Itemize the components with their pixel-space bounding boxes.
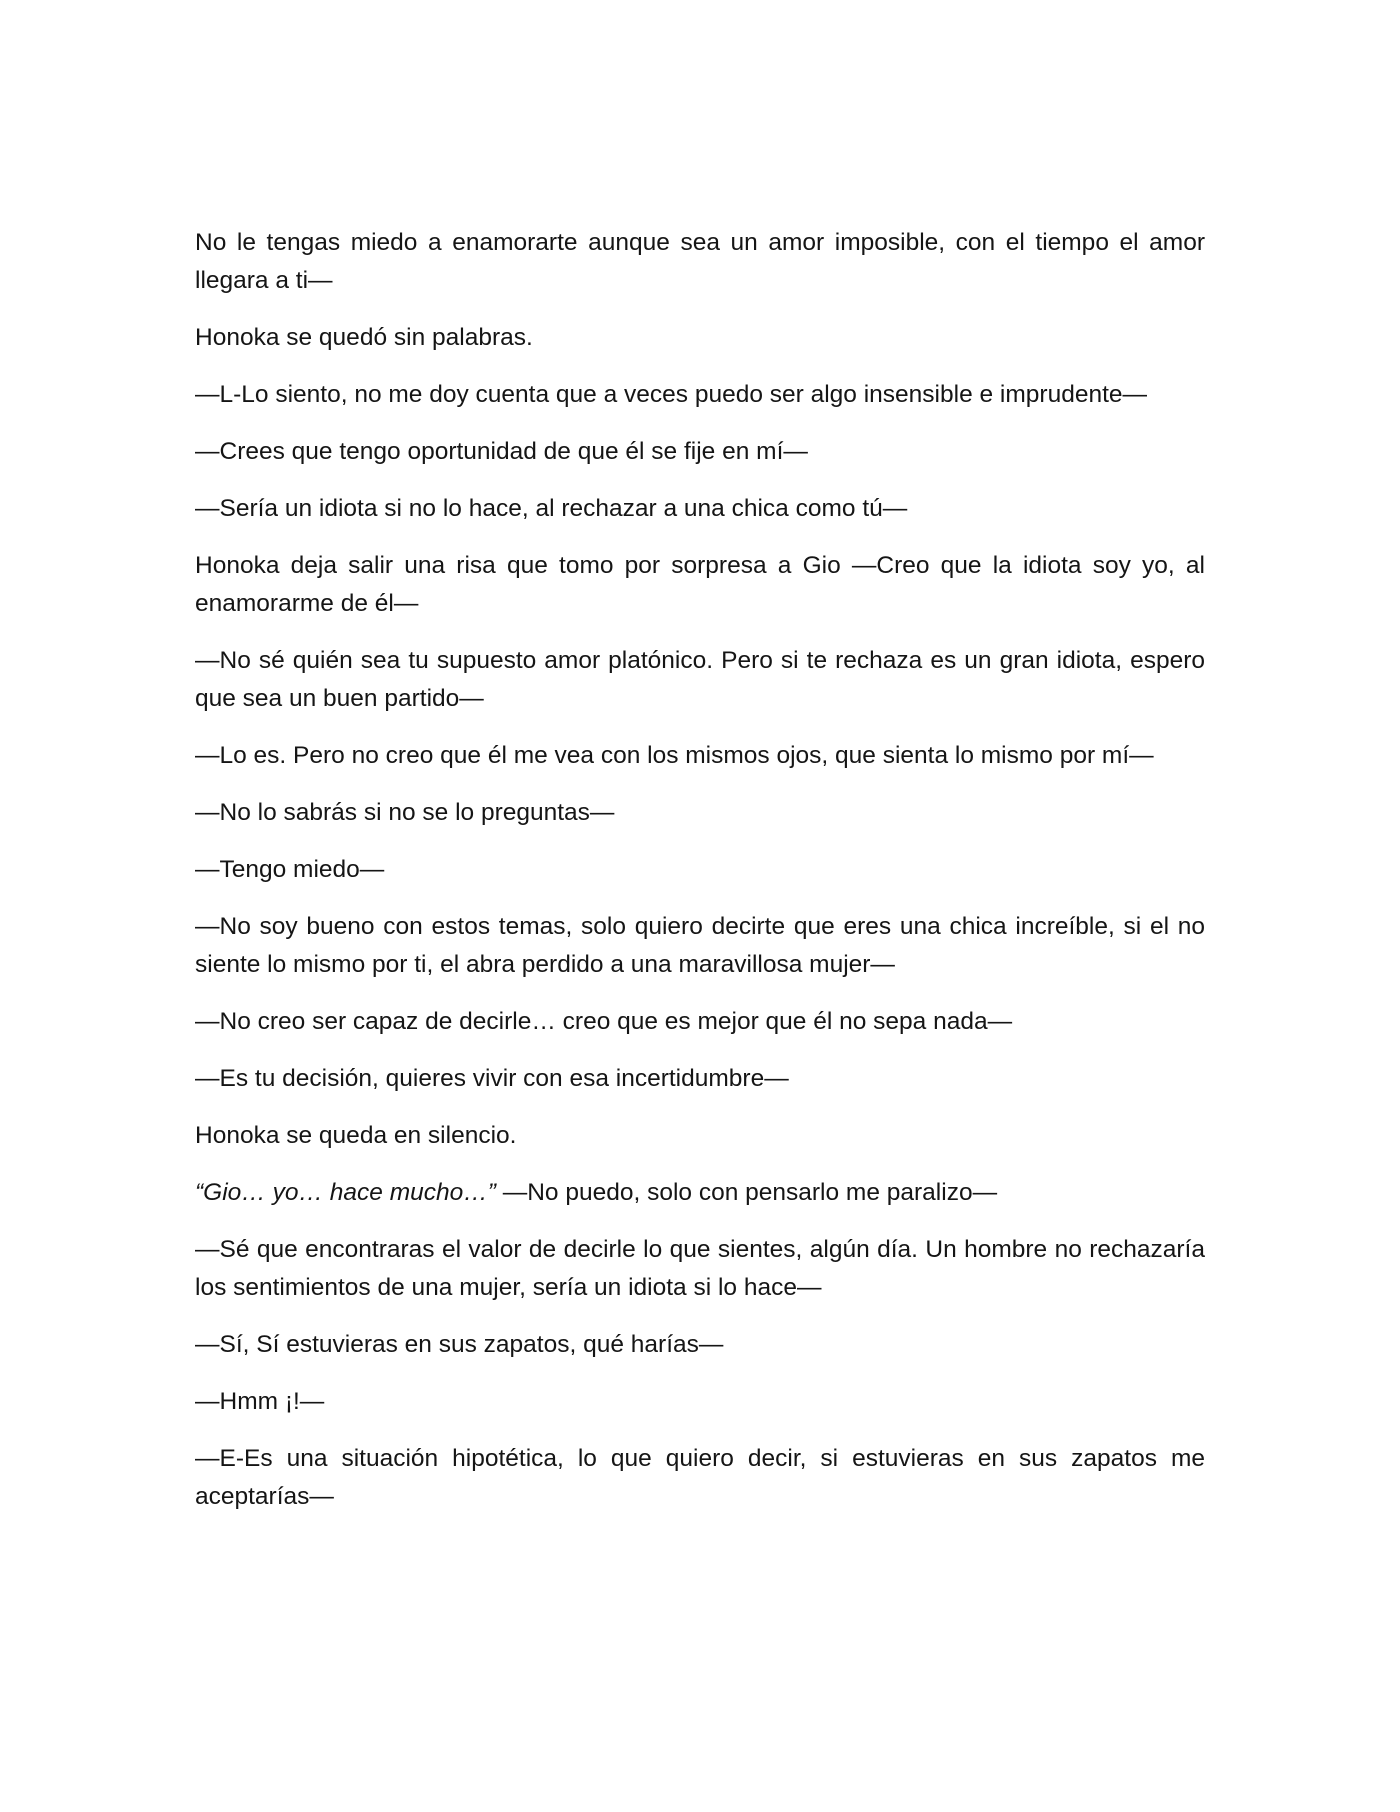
paragraph: No le tengas miedo a enamorarte aunque sea un amor imposible, con el tiempo el amor llegara a ti—	[195, 229, 1205, 294]
paragraph: —Sí, Sí estuvieras en sus zapatos, qué harías—	[195, 1331, 724, 1358]
italic-thought: “Gio… yo… hace mucho…”	[195, 1179, 496, 1206]
paragraph-text: —No puedo, solo con pensarlo me paralizo—	[495, 1179, 998, 1206]
paragraph: —E-Es una situación hipotética, lo que quiero decir, si estuvieras en sus zapatos me aceptarías—	[195, 1445, 1205, 1510]
paragraph	[195, 1174, 1205, 1212]
document-body	[195, 224, 1205, 1535]
paragraph: Honoka se queda en silencio.	[195, 1122, 517, 1149]
paragraph: —Sería un idiota si no lo hace, al rechazar a una chica como tú—	[195, 495, 908, 522]
paragraph: —Crees que tengo oportunidad de que él se fije en mí—	[195, 438, 808, 465]
paragraph: —L-Lo siento, no me doy cuenta que a veces puedo ser algo insensible e imprudente—	[195, 381, 1148, 408]
paragraph: —No soy bueno con estos temas, solo quiero decirte que eres una chica increíble, si el no siente lo mismo por ti, el abra perdido a una maravillosa mujer—	[195, 913, 1205, 978]
paragraph: Honoka deja salir una risa que tomo por sorpresa a Gio —Creo que la idiota soy yo, al enamorarme de él—	[195, 552, 1205, 617]
paragraph: Honoka se quedó sin palabras.	[195, 324, 533, 351]
paragraph: —Hmm ¡!—	[195, 1388, 325, 1415]
paragraph: —Tengo miedo—	[195, 856, 385, 883]
paragraph: —No creo ser capaz de decirle… creo que es mejor que él no sepa nada—	[195, 1008, 1013, 1035]
paragraph: —Es tu decisión, quieres vivir con esa incertidumbre—	[195, 1065, 789, 1092]
paragraph: —No sé quién sea tu supuesto amor platónico. Pero si te rechaza es un gran idiota, espero que sea un buen partido—	[195, 647, 1205, 712]
paragraph: —Sé que encontraras el valor de decirle lo que sientes, algún día. Un hombre no rechazaría los sentimientos de una mujer, sería un idiota si lo hace—	[195, 1236, 1205, 1301]
paragraph: —No lo sabrás si no se lo preguntas—	[195, 799, 615, 826]
paragraph: —Lo es. Pero no creo que él me vea con los mismos ojos, que sienta lo mismo por mí—	[195, 742, 1154, 769]
